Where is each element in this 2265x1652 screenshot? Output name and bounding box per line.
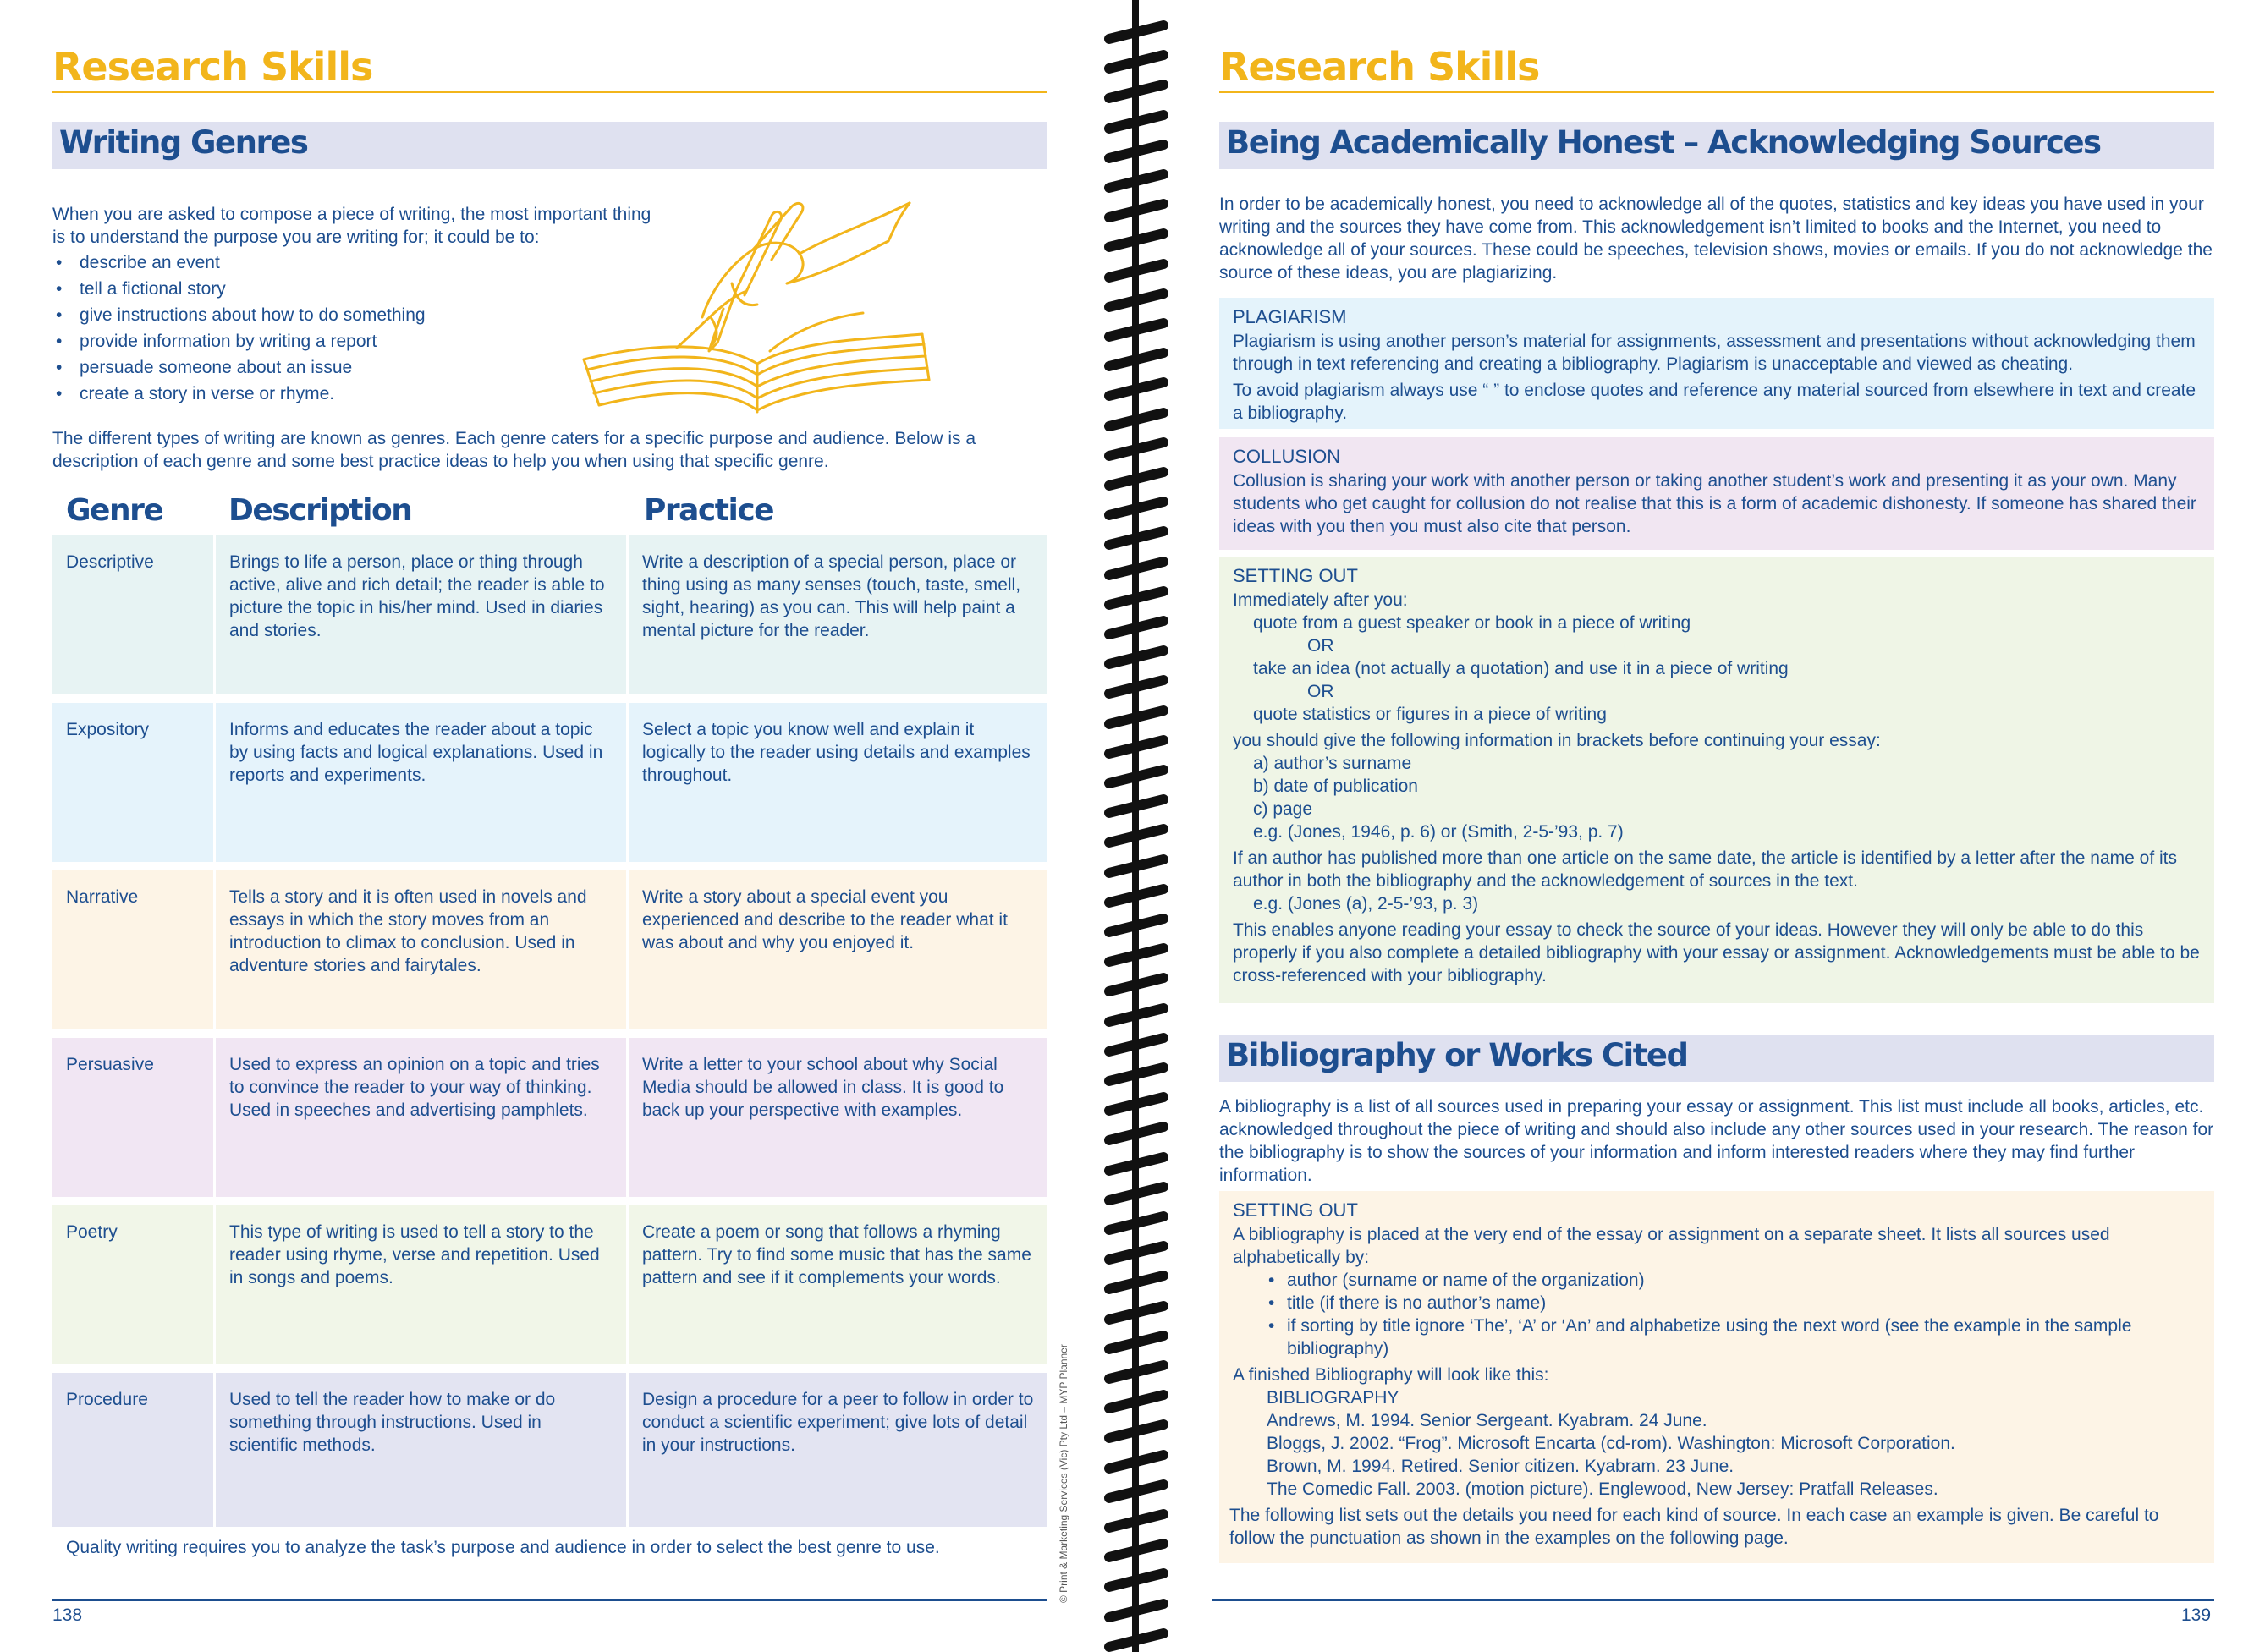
bibliography-bar [1219,1035,2214,1082]
setting-out-closing: This enables anyone reading your essay to check the source of your ideas. However they will only be able to do this properly if you also complete a detailed bibliography with your essay or assignment. Acknowledgements must be able to be cross-referenced with your bibliography. [1233,920,2200,985]
footer-rule [1212,1599,2214,1601]
plagiarism-heading: PLAGIARISM [1233,306,1347,327]
spiral-coil [1100,115,1173,130]
bibliography-entry: Bloggs, J. 2002. “Frog”. Microsoft Encarta (cd-rom). Washington: Microsoft Corporation. [1267,1434,1955,1453]
section-title: Being Academically Honest – Acknowledging Sources [1226,124,2101,161]
setting-out-heading: SETTING OUT [1233,565,1358,586]
spiral-coil [1100,1336,1173,1351]
page-header: Research Skills [52,44,373,90]
genre-cell: Descriptive [52,535,213,694]
spiral-coil [1100,1187,1173,1202]
description-cell: Informs and educates the reader about a topic by using facts and logical explanations. Used in reports and experiments. [216,703,626,862]
spiral-coil [1100,55,1173,70]
spiral-coil [1100,1276,1173,1291]
honesty-intro: In order to be academically honest, you need to acknowledge all of the quotes, statistics and key ideas you have used in your writing and the sources they have come from. This acknowledgement isn’t limited to books and the Internet, you need to acknowledge all of your sources. These could be speeches, television shows, movies or emails. If you do not acknowledge the source of these ideas, you are plagiarizing. [1219,195,2213,283]
list-item: • provide information by writing a report [52,328,662,354]
footer-note: Quality writing requires you to analyze the task’s purpose and audience in order to select the best genre to use. [66,1538,940,1557]
practice-cell: Write a description of a special person, place or thing using as many senses (touch, taste, smell, sight, hearing) as you can. This will help paint a mental picture for the reader. [629,535,1047,694]
copyright-notice: © Print & Marketing Services (Vic) Pty Ltd – MYP Planner [1058,1344,1069,1603]
spiral-coil [1100,382,1173,398]
intro-text: When you are asked to compose a piece of writing, the most important thing is to understand the purpose you are writing for; it could be to: [52,205,651,247]
bibliography-setting-box [1219,1191,2214,1563]
spiral-coil [1100,1544,1173,1559]
spiral-coil [1100,1604,1173,1619]
description-cell: Tells a story and it is often used in novels and essays in which the story moves from an introduction to climax to conclusion. Used in adventure stories and fairytales. [216,870,626,1029]
spiral-coil [1100,145,1173,160]
collusion-heading: COLLUSION [1233,446,1341,467]
spiral-coil [1100,799,1173,815]
spiral-coil [1100,1455,1173,1470]
spiral-coil [1100,948,1173,963]
page-header: Research Skills [1219,44,1540,90]
page-number: 139 [2181,1605,2212,1625]
genre-cell: Poetry [52,1205,213,1364]
spiral-coil [1100,1246,1173,1261]
spiral-coil [1100,650,1173,666]
bibliography-setting-heading: SETTING OUT [1233,1199,1358,1221]
spiral-coil [1100,1008,1173,1024]
header-rule [52,91,1047,93]
setting-out-instruction: you should give the following information in brackets before continuing your essay: [1233,731,1881,750]
list-item: • give instructions about how to do something [52,302,662,328]
spiral-coil [1100,621,1173,636]
practice-cell: Design a procedure for a peer to follow in order to conduct a scientific experiment; give lots of detail in your instructions. [629,1373,1047,1527]
plagiarism-text: Plagiarism is using another person’s material for assignments, assessment and presentations without acknowledging them through in text referencing and creating a bibliography. Plagiarism is unacceptable and viewed as cheating. [1233,332,2196,374]
practice-cell: Select a topic you know well and explain it logically to the reader using details and examples throughout. [629,703,1047,862]
section-bar [52,122,1047,169]
list-item: • describe an event [52,250,662,276]
setting-out-example: e.g. (Jones, 1946, p. 6) or (Smith, 2-5-’93, p. 7) [1253,822,1624,842]
list-item: • persuade someone about an issue [52,354,662,381]
list-item: • tell a fictional story [52,276,662,302]
spiral-coil [1100,233,1173,249]
spiral-coil [1100,25,1173,41]
list-item: • if sorting by title ignore ‘The’, ‘A’ or ‘An’ and alphabetize using the next word (see the example in the sample bibliography) [1233,1314,2201,1360]
setting-out-item: b) date of publication [1253,777,1418,796]
spiral-coil [1100,591,1173,606]
plagiarism-tip: To avoid plagiarism always use “ ” to enclose quotes and reference any material sourced from elsewhere in text and create a bibliography. [1233,381,2196,423]
bibliography-intro: A bibliography is a list of all sources used in preparing your essay or assignment. This list must include all books, articles, etc. acknowledged throughout the piece of writing and should also include any other sources used in your research. The reason for the bibliography is to show the sources of your information and inform interested readers where they may find further information. [1219,1097,2214,1185]
spiral-coil [1100,294,1173,309]
column-header-description: Description [228,493,412,528]
spiral-coil [1100,442,1173,458]
setting-out-option: take an idea (not actually a quotation) and use it in a piece of writing [1253,659,1789,678]
spiral-coil [1100,1365,1173,1380]
spiral-coil [1100,413,1173,428]
section-bar [1219,122,2214,169]
spiral-coil [1100,1216,1173,1232]
header-rule [1219,91,2214,93]
left-page [0,0,1100,1652]
spiral-coil [1100,353,1173,368]
setting-out-option: quote from a guest speaker or book in a piece of writing [1253,613,1691,633]
list-item: • title (if there is no author’s name) [1233,1292,2201,1314]
spiral-coil [1100,502,1173,517]
spiral-coil [1100,1097,1173,1112]
bibliography-title: Bibliography or Works Cited [1226,1037,1688,1073]
description-cell: Used to tell the reader how to make or do something through instructions. Used in scientific methods. [216,1373,626,1527]
spiral-coil [1100,264,1173,279]
spiral-coil [1100,829,1173,844]
bibliography-setting-text: A bibliography is placed at the very end of the essay or assignment on a separate sheet. It lists all sources used alphabetically by: [1233,1225,2110,1267]
spiral-coil [1100,1514,1173,1529]
purpose-list [52,250,662,407]
practice-cell: Write a story about a special event you experienced and describe to the reader what it was about and why you enjoyed it. [629,870,1047,1029]
bibliography-entry: The Comedic Fall. 2003. (motion picture). Englewood, New Jersey: Pratfall Releases. [1267,1479,1938,1499]
sample-bibliography-title: BIBLIOGRAPHY [1267,1388,1399,1408]
column-header-genre: Genre [66,493,163,528]
collusion-text: Collusion is sharing your work with another person or taking another student’s work and presenting it as your own. Many students who get caught for collusion do not realise that this is a form of academic dishonesty. If someone has shared their ideas with you then you must also cite that person. [1233,471,2196,536]
description-cell: Used to express an opinion on a topic and tries to convince the reader to your way of thinking. Used in speeches and advertising pamphlets. [216,1038,626,1197]
setting-out-lead: Immediately after you: [1233,590,1408,610]
spiral-coil [1100,1395,1173,1410]
setting-out-box [1219,557,2214,1003]
setting-out-or: OR [1307,636,1334,656]
setting-out-or: OR [1307,682,1334,701]
column-header-practice: Practice [644,493,774,528]
description-cell: This type of writing is used to tell a story to the reader using rhyme, verse and repetition. Used in songs and poems. [216,1205,626,1364]
genre-cell: Persuasive [52,1038,213,1197]
genres-explanation: The different types of writing are known as genres. Each genre caters for a specific purpose and audience. Below is a description of each genre and some best practice ideas to help you when using that specific genre. [52,429,976,471]
spiral-coil [1100,85,1173,100]
spiral-coil [1100,919,1173,934]
practice-cell: Write a letter to your school about why Social Media should be allowed in class. It is good to back up your perspective with examples. [629,1038,1047,1197]
page-number: 138 [52,1605,83,1625]
spiral-coil [1100,859,1173,875]
setting-out-multi-note: If an author has published more than one article on the same date, the article is identified by a letter after the name of its author in both the bibliography and the acknowledgement of sources in the text. [1233,848,2177,891]
setting-out-option: quote statistics or figures in a piece of writing [1253,705,1607,724]
bibliography-entry: Andrews, M. 1994. Senior Sergeant. Kyabram. 24 June. [1267,1411,1707,1430]
spiral-coil [1100,1424,1173,1440]
spiral-coil [1100,1067,1173,1083]
spiral-coil [1100,174,1173,189]
spiral-coil [1100,680,1173,695]
right-page [1185,0,2265,1652]
spiral-coil [1100,531,1173,546]
genre-cell: Expository [52,703,213,862]
finished-bibliography-lead: A finished Bibliography will look like this: [1233,1365,1549,1385]
genre-cell: Procedure [52,1373,213,1527]
description-cell: Brings to life a person, place or thing through active, alive and rich detail; the reader is able to picture the topic in his/her mind. Used in diaries and stories. [216,535,626,694]
spiral-coil [1100,1127,1173,1142]
practice-cell: Create a poem or song that follows a rhyming pattern. Try to find some music that has the same pattern and see if it complements your words. [629,1205,1047,1364]
list-item: • create a story in verse or rhyme. [52,381,662,407]
spiral-coil [1100,770,1173,785]
setting-out-example: e.g. (Jones (a), 2-5-’93, p. 3) [1253,894,1479,914]
spiral-coil [1100,1573,1173,1589]
spiral-coil [1100,740,1173,755]
spiral-coil [1100,1485,1173,1500]
collusion-box [1219,437,2214,550]
spiral-coil [1100,472,1173,487]
spiral-coil [1100,562,1173,577]
spiral-coil [1100,204,1173,219]
setting-out-item: a) author’s surname [1253,754,1412,773]
list-item: • author (surname or name of the organization) [1233,1269,2201,1292]
hand-writing-book-illustration [575,190,931,419]
spiral-coil [1100,711,1173,726]
setting-out-item: c) page [1253,799,1313,819]
bibliography-closing: The following list sets out the details you need for each kind of source. In each case an example is given. Be careful to follow the punctuation as shown in the examples on the following page. [1229,1506,2159,1548]
spiral-coil [1100,1306,1173,1321]
spiral-coil [1100,889,1173,904]
spiral-coil [1100,1157,1173,1172]
sort-rules-list [1233,1269,2201,1360]
spiral-coil [1100,323,1173,338]
genre-cell: Narrative [52,870,213,1029]
footer-rule [52,1599,1047,1601]
spiral-coil [1100,1633,1173,1649]
section-title: Writing Genres [59,124,308,161]
plagiarism-box [1219,298,2214,429]
bibliography-entry: Brown, M. 1994. Retired. Senior citizen. Kyabram. 23 June. [1267,1457,1734,1476]
spiral-coil [1100,978,1173,993]
spiral-coil [1100,1038,1173,1053]
